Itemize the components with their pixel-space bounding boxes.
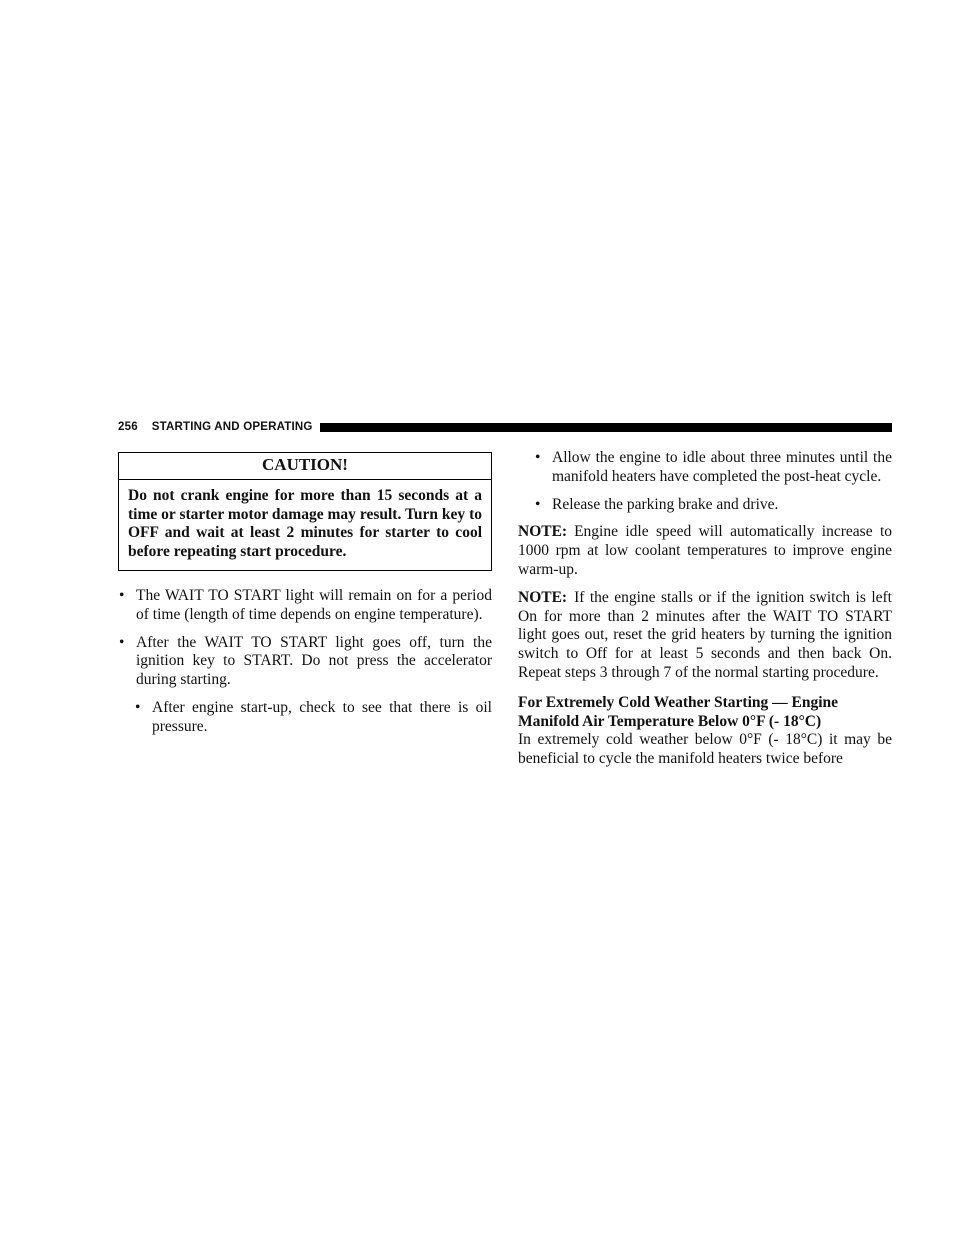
bullet-icon: •	[535, 495, 541, 513]
list-item	[118, 634, 492, 690]
right-column	[518, 449, 892, 778]
bullet-icon: •	[119, 633, 125, 651]
bullet-icon: •	[135, 698, 141, 716]
note-label: NOTE:	[518, 588, 568, 606]
list-item-text: After engine start-up, check to see that there is oil pressure.	[152, 698, 492, 735]
left-bullet-list	[118, 587, 492, 737]
bullet-icon: •	[119, 586, 125, 604]
caution-body: Do not crank engine for more than 15 seconds at a time or starter motor damage may result. Turn key to OFF and wait at least 2 minutes for starter to cool before repeating start procedure.	[128, 486, 482, 561]
left-column	[118, 452, 492, 746]
list-item-text: Allow the engine to idle about three minutes until the manifold heaters have completed the post-heat cycle.	[552, 449, 892, 485]
note-paragraph	[518, 523, 892, 579]
list-item-text: Release the parking brake and drive.	[552, 495, 779, 513]
caution-box	[118, 452, 492, 571]
section-heading: For Extremely Cold Weather Starting — Engine Manifold Air Temperature Below 0°F (- 18°C)	[518, 693, 839, 730]
list-item-text: The WAIT TO START light will remain on for a period of time (length of time depends on engine temperature).	[136, 586, 492, 623]
note-text: Engine idle speed will automatically increase to 1000 rpm at low coolant temperatures to improve engine warm-up.	[518, 523, 892, 578]
body-paragraph: In extremely cold weather below 0°F (- 18°C) it may be beneficial to cycle the manifold heaters twice before	[518, 731, 892, 768]
page-number: 256	[118, 421, 138, 433]
note-paragraph	[518, 589, 892, 683]
list-item	[118, 699, 492, 737]
section-title: STARTING AND OPERATING	[151, 421, 313, 433]
list-item	[118, 587, 492, 625]
list-item-text: After the WAIT TO START light goes off, turn the ignition key to START. Do not press the accelerator during starting.	[136, 633, 492, 689]
note-text: If the engine stalls or if the ignition switch is left On for more than 2 minutes after the WAIT TO START light goes out, reset the grid heaters by turning the ignition switch to Off for at least 5 seconds and then back On. Repeat steps 3 through 7 of the normal starting procedure.	[518, 588, 892, 681]
caution-title: CAUTION!	[119, 453, 491, 480]
bullet-icon: •	[535, 449, 541, 466]
header-rule	[320, 423, 892, 432]
page-header	[118, 419, 892, 435]
note-label: NOTE:	[518, 523, 568, 541]
list-item	[518, 449, 892, 487]
list-item	[518, 496, 892, 515]
